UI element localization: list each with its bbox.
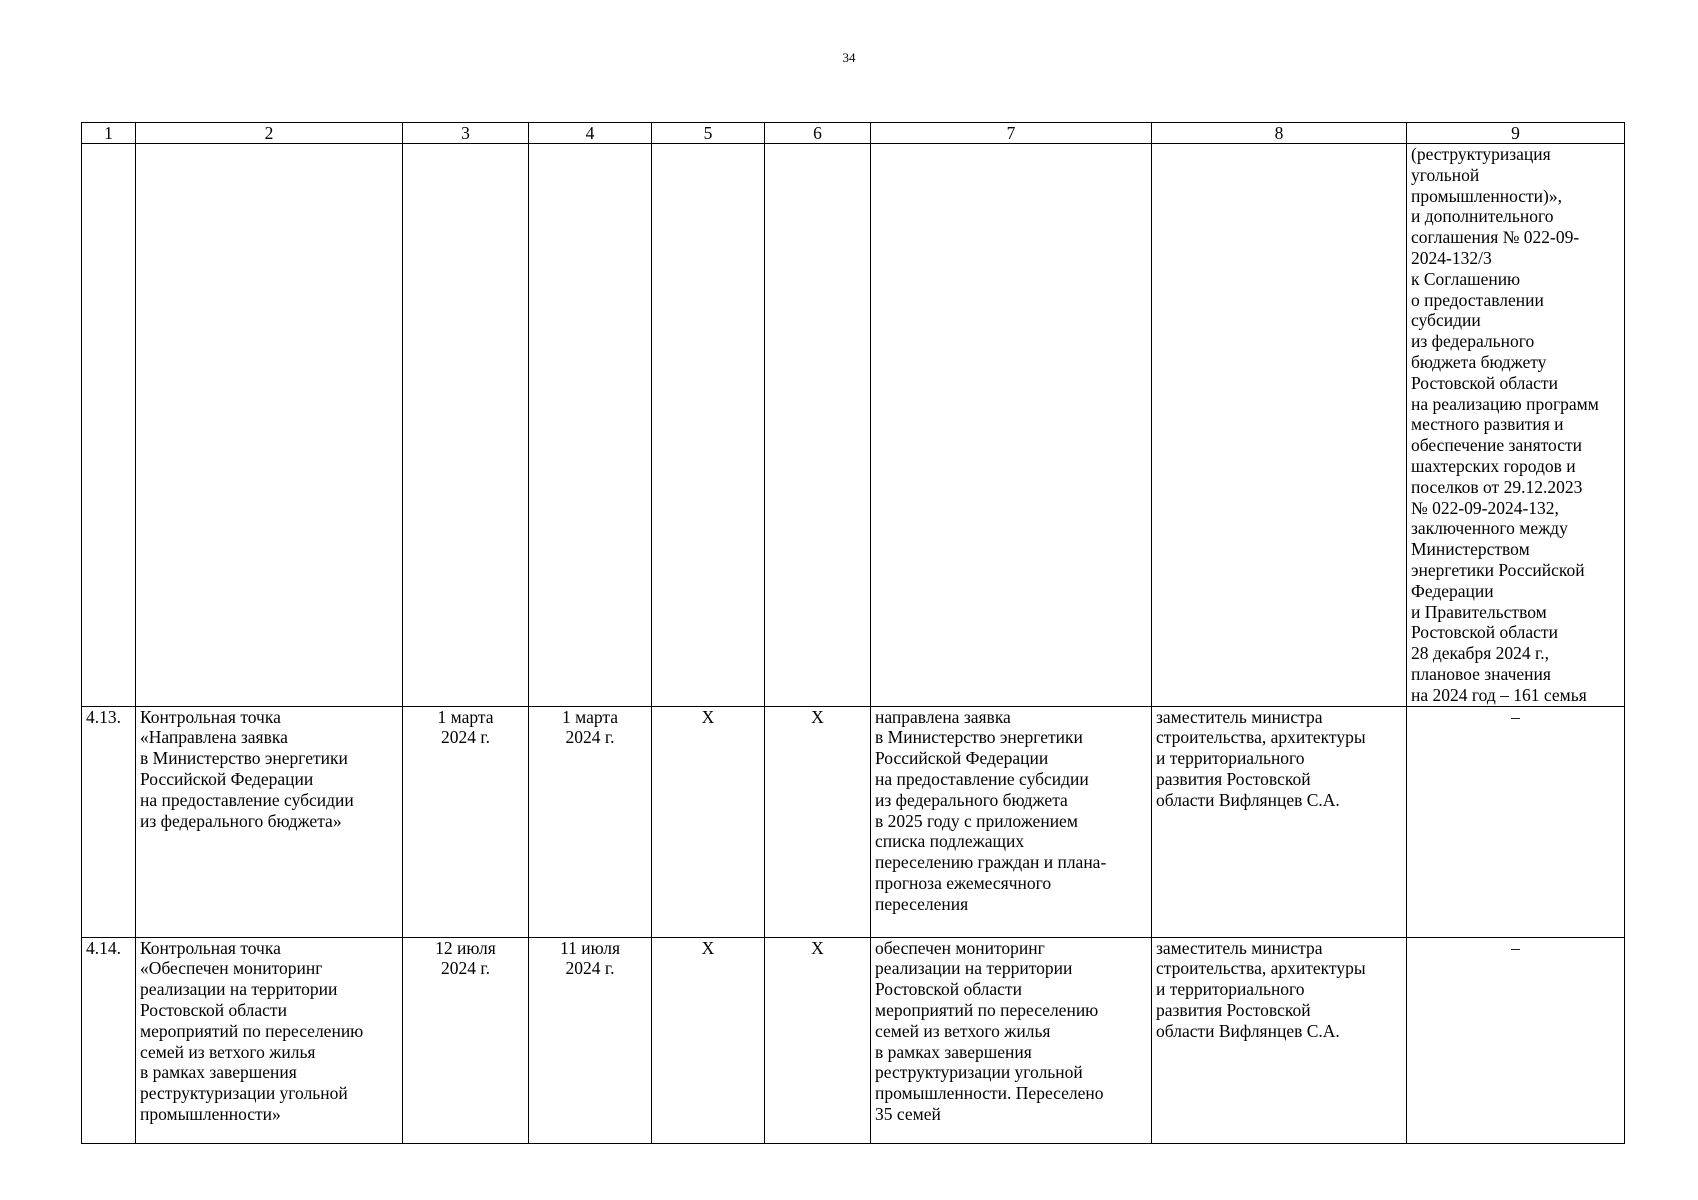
row-start-date: 1 марта 2024 г. xyxy=(403,706,529,937)
header-cell: 6 xyxy=(765,123,871,144)
row-number xyxy=(82,144,136,707)
header-cell: 7 xyxy=(871,123,1152,144)
header-cell: 4 xyxy=(529,123,652,144)
row-col5: Х xyxy=(652,706,765,937)
row-name: Контрольная точка «Направлена заявка в Министерство энергетики Российской Федерации на предоставление субсидии из федерального бюджета» xyxy=(136,706,403,937)
row-responsible: заместитель министра строительства, архитектуры и территориального развития Ростовской области Вифлянцев С.А. xyxy=(1152,706,1407,937)
row-col5 xyxy=(652,144,765,707)
row-col6: Х xyxy=(765,937,871,1143)
header-cell: 2 xyxy=(136,123,403,144)
row-end-date: 11 июля 2024 г. xyxy=(529,937,652,1143)
row-number: 4.14. xyxy=(82,937,136,1143)
header-cell: 8 xyxy=(1152,123,1407,144)
row-name xyxy=(136,144,403,707)
row-end-date xyxy=(529,144,652,707)
row-result: обеспечен мониторинг реализации на территории Ростовской области мероприятий по переселению семей из ветхого жилья в рамках завершения реструктуризации угольной промышленности. Переселено 35 семей xyxy=(871,937,1152,1143)
row-col6: Х xyxy=(765,706,871,937)
table-row xyxy=(82,706,1625,937)
row-start-date: 12 июля 2024 г. xyxy=(403,937,529,1143)
header-cell: 5 xyxy=(652,123,765,144)
table-row xyxy=(82,937,1625,1143)
page-number: 34 xyxy=(842,50,856,65)
row-col6 xyxy=(765,144,871,707)
row-name: Контрольная точка «Обеспечен мониторинг реализации на территории Ростовской области мероприятий по переселению семей из ветхого жилья в рамках завершения реструктуризации угольной промышленности» xyxy=(136,937,403,1143)
table-row xyxy=(82,144,1625,707)
row-end-date: 1 марта 2024 г. xyxy=(529,706,652,937)
row-result xyxy=(871,144,1152,707)
row-document: – xyxy=(1407,937,1625,1143)
row-number: 4.13. xyxy=(82,706,136,937)
header-row xyxy=(82,123,1625,144)
row-responsible xyxy=(1152,144,1407,707)
header-cell: 9 xyxy=(1407,123,1625,144)
row-col5: Х xyxy=(652,937,765,1143)
row-responsible: заместитель министра строительства, архитектуры и территориального развития Ростовской области Вифлянцев С.А. xyxy=(1152,937,1407,1143)
row-start-date xyxy=(403,144,529,707)
header-cell: 3 xyxy=(403,123,529,144)
row-result: направлена заявка в Министерство энергетики Российской Федерации на предоставление субсидии из федерального бюджета в 2025 году с приложением списка подлежащих переселению граждан и плана- прогноза ежемесячного переселения xyxy=(871,706,1152,937)
header-cell: 1 xyxy=(82,123,136,144)
row-document: (реструктуризация угольной промышленности)», и дополнительного соглашения № 022-09- 2024-132/3 к Соглашению о предоставлении субсидии из федерального бюджета бюджету Ростовской области на реализацию программ местного развития и обеспечение занятости шахтерских городов и поселков от 29.12.2023 № 022-09-2024-132, заключенного между Министерством энергетики Российской Федерации и Правительством Ростовской области 28 декабря 2024 г., плановое значения на 2024 год – 161 семья xyxy=(1407,144,1625,707)
row-document: – xyxy=(1407,706,1625,937)
report-table xyxy=(81,122,1625,1144)
